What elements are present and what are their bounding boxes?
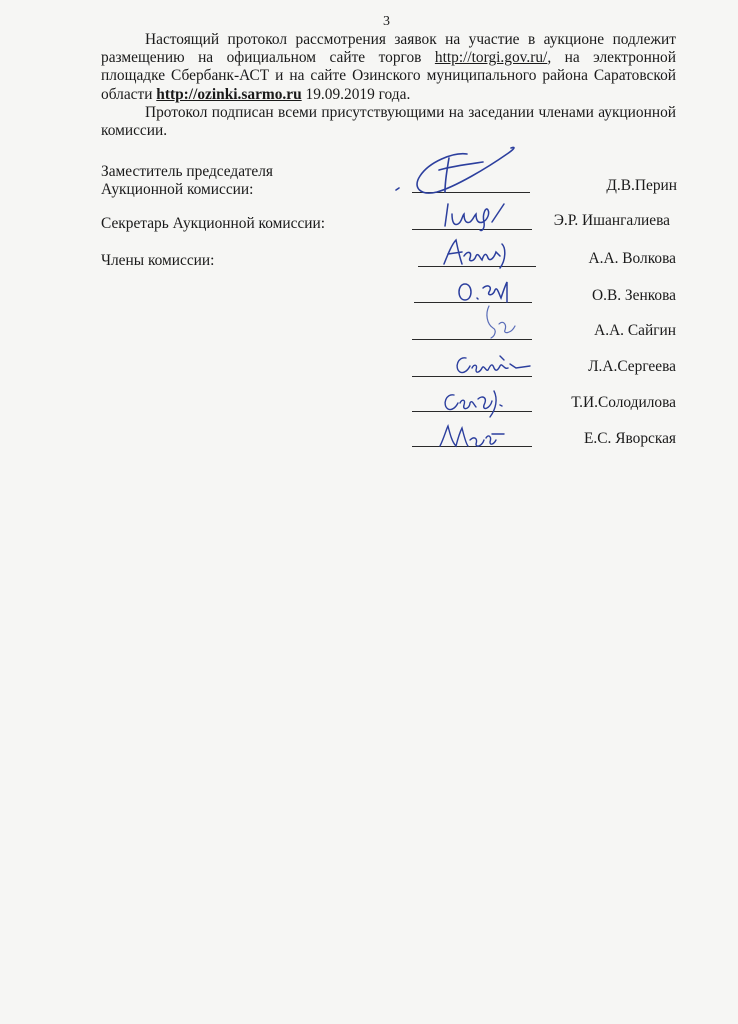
signatory-name: Э.Р. Ишангалиева [553, 212, 670, 229]
signatory-name: А.А. Волкова [588, 250, 676, 267]
perin-signature-icon [395, 140, 535, 202]
signatory-name: А.А. Сайгин [594, 322, 676, 339]
ishangalieva-signature-icon [440, 200, 510, 234]
yavorskaya-signature-icon [436, 422, 506, 450]
deputy-chair-line1: Заместитель председателя [101, 163, 274, 180]
signatory-name: Д.В.Перин [606, 177, 677, 194]
signatory-name: Л.А.Сергеева [588, 358, 676, 375]
signatory-name: Т.И.Солодилова [571, 394, 676, 411]
paragraph-text-b: , на электронной площадке Сбербанк-АСТ и на сайте Озинского муниципального района Саратовской области [101, 49, 676, 103]
volkova-signature-icon [440, 236, 520, 272]
secretary-label: Секретарь Аукционной комиссии: [101, 215, 326, 232]
deputy-chair-label [101, 163, 273, 199]
paragraph-text-c: 19.09.2019 года. [301, 85, 411, 103]
torgi-link[interactable]: http://torgi.gov.ru/ [434, 49, 548, 67]
saygin-signature-icon [475, 302, 525, 342]
signed-paragraph: Протокол подписан всеми присутствующими на заседании членами аукционной комиссии. [101, 104, 676, 140]
page-number: 3 [383, 14, 390, 29]
signatory-name: О.В. Зенкова [592, 287, 676, 304]
publication-paragraph [101, 31, 676, 104]
deputy-chair-line2: Аукционной комиссии: [101, 181, 254, 199]
ozinki-link[interactable]: http://ozinki.sarmo.ru [156, 85, 302, 103]
solodilova-signature-icon [440, 385, 518, 419]
sergeeva-signature-icon [450, 350, 532, 380]
paragraph-text-a: Настоящий протокол рассмотрения заявок на участие в аукционе подлежит размещению на официальном сайте торгов [101, 31, 676, 67]
members-label: Члены комиссии: [101, 252, 215, 269]
signatory-name: Е.С. Яворская [583, 430, 676, 447]
